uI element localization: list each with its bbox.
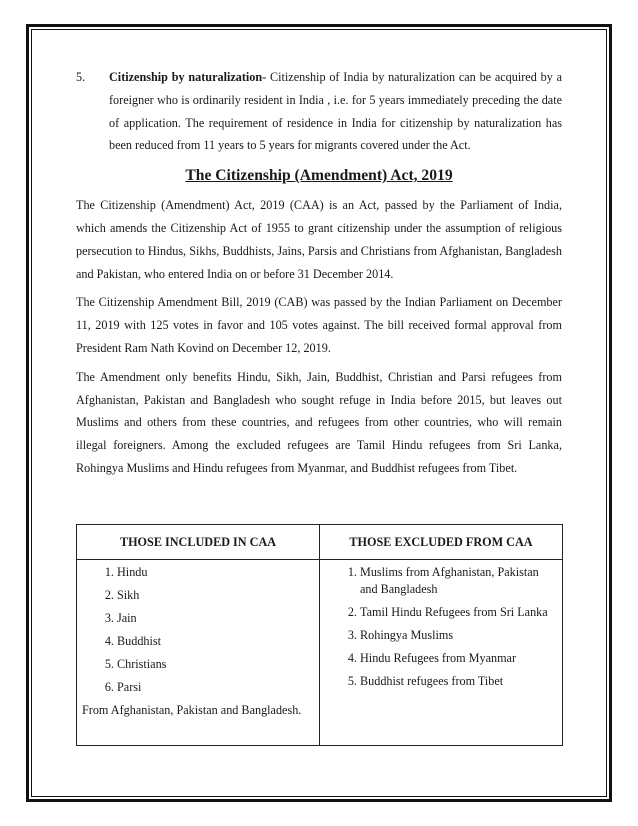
list-item-number: 5. xyxy=(76,70,86,84)
excluded-cell xyxy=(320,560,563,746)
list-item: 2. Sikh xyxy=(117,587,313,604)
list-item: 1. Hindu xyxy=(117,564,313,581)
list-item: 3. Jain xyxy=(117,610,313,627)
excluded-list xyxy=(326,564,556,690)
list-item: 5. Buddhist refugees from Tibet xyxy=(360,673,556,690)
paragraph-amendment-scope: The Amendment only benefits Hindu, Sikh, Jain, Buddhist, Christian and Parsi refugees from Afghanistan, Pakistan and Bangladesh who sought refuge in India before 2015, but leaves out Muslims and others from these countries, and refugees from other countries, who will remain illegal foreigners. Among the excluded refugees are Tamil Hindu refugees from Sri Lanka, Rohingya Muslims and Hindu refugees from Myanmar, and Buddhist refugees from Tibet. xyxy=(76,369,562,475)
table-row xyxy=(77,560,563,746)
list-item: 6. Parsi xyxy=(117,679,313,696)
included-cell xyxy=(77,560,320,746)
list-item: 1. Muslims from Afghanistan, Pakistan and Bangladesh xyxy=(360,564,556,598)
included-list xyxy=(83,564,313,696)
list-item: 3. Rohingya Muslims xyxy=(360,627,556,644)
section-heading: The Citizenship (Amendment) Act, 2019 xyxy=(185,167,453,185)
list-item-body: Citizenship of India by naturalization can be acquired by a foreigner who is ordinarily resident in India , i.e. for 5 years immediately preceding the date of application. The requirement of residence in India for citizenship by naturalization has been reduced from 11 years to 5 years for migrants covered under the Act. xyxy=(109,70,562,153)
table-header-row xyxy=(77,525,563,560)
header-included: THOSE INCLUDED IN CAA xyxy=(77,525,320,560)
list-item-naturalization xyxy=(76,66,562,157)
paragraph-caa-intro: The Citizenship (Amendment) Act, 2019 (CAA) is an Act, passed by the Parliament of India, which amends the Citizenship Act of 1955 to grant citizenship under the assumption of religious persecution to Hindus, Sikhs, Buddhists, Jains, Parsis and Christians from Afghanistan, Bangladesh and Pakistan, who entered India on or before 31 December 2014. xyxy=(76,198,562,281)
list-item: 2. Tamil Hindu Refugees from Sri Lanka xyxy=(360,604,556,621)
list-item: 4. Hindu Refugees from Myanmar xyxy=(360,650,556,667)
list-item-bold-term: Citizenship by naturalization- xyxy=(109,70,267,84)
list-item: 5. Christians xyxy=(117,656,313,673)
paragraph-cab-passage: The Citizenship Amendment Bill, 2019 (CAB) was passed by the Indian Parliament on December 11, 2019 with 125 votes in favor and 105 votes against. The bill received formal approval from President Ram Nath Kovind on December 12, 2019. xyxy=(76,295,562,355)
header-excluded: THOSE EXCLUDED FROM CAA xyxy=(320,525,563,560)
caa-comparison-table xyxy=(76,524,563,746)
list-item: 4. Buddhist xyxy=(117,633,313,650)
list-item-text xyxy=(109,66,562,157)
document-body xyxy=(76,66,562,486)
included-note: From Afghanistan, Pakistan and Bangladesh. xyxy=(82,703,302,717)
